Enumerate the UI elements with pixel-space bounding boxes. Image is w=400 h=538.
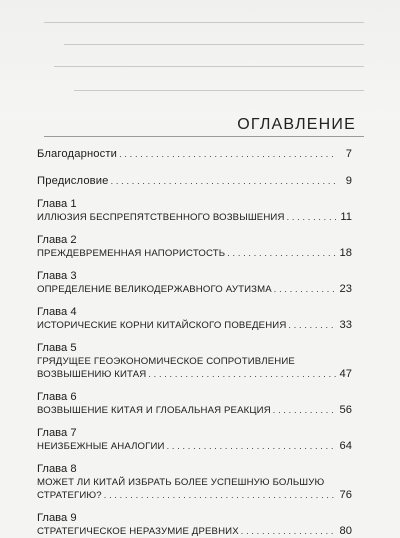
toc-line [37,368,352,381]
toc-line [37,148,352,161]
page-number: 23 [339,283,352,295]
dot-leader [288,319,336,332]
page-number: 80 [339,525,352,537]
dot-leader [104,489,336,502]
chapter-number: Глава 9 [37,512,77,524]
chapter-title-line: ГРЯДУЩЕЕ ГЕОЭКОНОМИЧЕСКОЕ СОПРОТИВЛЕНИЕ [37,356,295,367]
dot-leader [274,283,336,296]
toc-line [37,247,352,260]
toc-entry [37,234,352,260]
toc-entry [37,427,352,453]
page-number: 76 [339,489,352,501]
chapter-title-line: МОЖЕТ ЛИ КИТАЙ ИЗБРАТЬ БОЛЕЕ УСПЕШНУЮ БОЛЬШУЮ [37,477,325,488]
dot-leader [167,440,336,453]
chapter-title: ВОЗВЫШЕНИЕ КИТАЯ И ГЛОБАЛЬНАЯ РЕАКЦИЯ [37,405,271,416]
chapter-number: Глава 4 [37,306,77,318]
page-number: 7 [345,148,352,160]
page-number: 11 [340,211,352,223]
toc-line [37,319,352,332]
section-title: Предисловие [37,175,109,187]
faint-rule [44,22,364,23]
chapter-title: СТРАТЕГИЮ? [37,490,102,501]
chapter-title: ВОЗВЫШЕНИЮ КИТАЯ [37,369,147,380]
dot-leader [273,404,336,417]
chapter-title: ИСТОРИЧЕСКИЕ КОРНИ КИТАЙСКОГО ПОВЕДЕНИЯ [37,320,287,331]
chapter-title: НЕИЗБЕЖНЫЕ АНАЛОГИИ [37,441,165,452]
chapter-title: ИЛЛЮЗИЯ БЕСПРЕПЯТСТВЕННОГО ВОЗВЫШЕНИЯ [37,212,285,223]
chapter-number: Глава 5 [37,342,77,354]
bleed-through-background [0,0,400,120]
page-title: ОГЛАВЛЕНИЕ [237,116,356,133]
page-number: 18 [339,247,352,259]
chapter-title: ПРЕЖДЕВРЕМЕННАЯ НАПОРИСТОСТЬ [37,248,226,259]
title-rule [44,136,364,137]
toc-entry [37,306,352,332]
chapter-number: Глава 3 [37,270,77,282]
chapter-number: Глава 2 [37,234,77,246]
page-number: 33 [339,319,352,331]
chapter-title: ОПРЕДЕЛЕНИЕ ВЕЛИКОДЕРЖАВНОГО АУТИЗМА [37,284,272,295]
toc-line [37,525,352,538]
toc-line [37,489,352,502]
page-number: 9 [345,175,352,187]
table-of-contents [37,148,352,538]
faint-rule [54,66,364,67]
toc-line [37,404,352,417]
faint-rule [74,90,364,91]
page-number: 56 [339,404,352,416]
chapter-number: Глава 8 [37,463,77,475]
chapter-number: Глава 7 [37,427,77,439]
chapter-title: СТРАТЕГИЧЕСКОЕ НЕРАЗУМИЕ ДРЕВНИХ [37,526,239,537]
toc-line [37,211,352,224]
toc-entry [37,512,352,538]
dot-leader [241,525,336,538]
toc-entry [37,198,352,224]
toc-entry [37,463,352,502]
toc-line [37,440,352,453]
toc-entry [37,391,352,417]
dot-leader [148,368,336,381]
toc-entry [37,342,352,381]
page-number: 47 [339,368,352,380]
dot-leader [119,148,336,161]
toc-entry [37,175,352,188]
dot-leader [287,211,336,224]
chapter-number: Глава 1 [37,198,77,210]
dot-leader [111,175,336,188]
toc-line [37,283,352,296]
toc-line [37,175,352,188]
dot-leader [227,247,336,260]
section-title: Благодарности [37,148,118,160]
toc-entry [37,270,352,296]
page-number: 64 [339,440,352,452]
faint-rule [64,44,364,45]
chapter-number: Глава 6 [37,391,77,403]
toc-entry [37,148,352,161]
